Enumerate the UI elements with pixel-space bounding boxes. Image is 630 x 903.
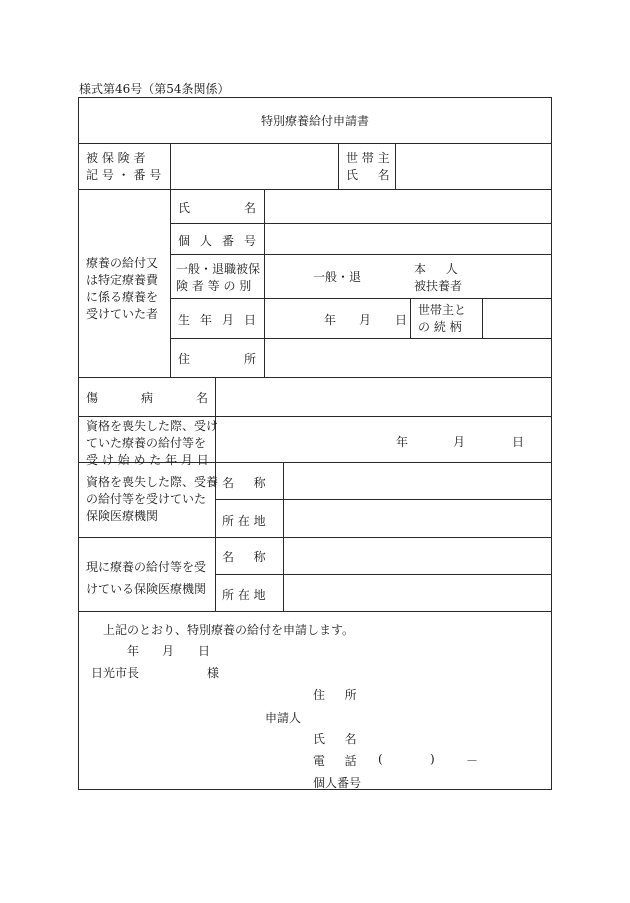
previous-institution-location-label: 所 在 地 (222, 514, 266, 528)
form-title: 特別療養給付申請書 (260, 113, 369, 128)
start-date-day: 日 (512, 435, 525, 449)
addressee: 日光市長 (91, 666, 140, 680)
birthdate-day: 日 (395, 313, 408, 327)
birthdate-month: 月 (359, 313, 372, 327)
applicant-address-label: 住 所 (313, 688, 357, 702)
form-number: 様式第46号（第54条関係） (79, 82, 230, 96)
addressee-honorific: 様 (207, 666, 220, 680)
current-institution-label: 現に療養の給付等を受 けている保険医療機関 (86, 560, 207, 596)
application-statement: 上記のとおり、特別療養の給付を申請します。 (103, 623, 355, 637)
birthdate-year: 年 (324, 313, 337, 327)
phone-open-paren: ( (378, 752, 383, 766)
start-date-year: 年 (396, 435, 409, 449)
current-institution-location-field[interactable] (284, 575, 551, 611)
address-label: 住 所 (178, 352, 256, 366)
current-institution-name-field[interactable] (284, 538, 551, 574)
insured-type-options[interactable]: 本 人 被扶養者 (414, 262, 463, 293)
application-date-month: 月 (162, 644, 175, 658)
application-date-year: 年 (127, 644, 140, 658)
personal-number-label: 個 人 番 号 (178, 234, 256, 248)
phone-dash: － (466, 754, 479, 768)
recipient-name-field[interactable] (265, 190, 551, 223)
phone-close-paren: ) (430, 752, 435, 766)
current-institution-name-label: 名 称 (222, 550, 266, 564)
birthdate-label: 生 年 月 日 (178, 313, 256, 327)
insured-number-label: 被 保 険 者 記 号 ・ 番 号 (86, 151, 162, 182)
address-field[interactable] (265, 339, 551, 377)
category-value[interactable]: 一般・退 (313, 270, 362, 284)
recipient-group-label: 療養の給付又 は特定療養費 に係る療養を 受けていた者 (86, 256, 159, 321)
illness-field[interactable] (216, 378, 551, 416)
applicant-personal-number-label: 個人番号 (313, 776, 362, 790)
household-head-label: 世 帯 主 氏 名 (346, 151, 390, 182)
previous-institution-name-field[interactable] (284, 463, 551, 499)
applicant-name-label: 氏 名 (313, 732, 357, 746)
start-date-month: 月 (453, 435, 466, 449)
relation-field[interactable] (483, 299, 551, 338)
illness-label: 傷 病 名 (86, 391, 208, 405)
personal-number-field[interactable] (265, 224, 551, 254)
applicant-phone-label: 電 話 (313, 754, 357, 768)
applicant-label: 申請人 (265, 711, 302, 725)
start-date-label: 資格を喪失した際、受け ていた療養の給付等を 受 け 始 め た 年 月 日 (86, 419, 219, 467)
previous-institution-location-field[interactable] (284, 500, 551, 537)
previous-institution-name-label: 名 称 (222, 476, 266, 490)
household-head-name-field[interactable] (396, 144, 551, 189)
recipient-name-label: 氏 名 (178, 201, 256, 215)
current-institution-location-label: 所 在 地 (222, 588, 266, 602)
insured-number-field[interactable] (171, 144, 338, 189)
previous-institution-label: 資格を喪失した際、受養 の給付等を受けていた 保険医療機関 (86, 475, 219, 523)
category-label: 一般・退職被保 険 者 等 の 別 (176, 262, 261, 293)
application-date-day: 日 (198, 644, 211, 658)
relation-label: 世帯主と の 続 柄 (418, 303, 467, 334)
